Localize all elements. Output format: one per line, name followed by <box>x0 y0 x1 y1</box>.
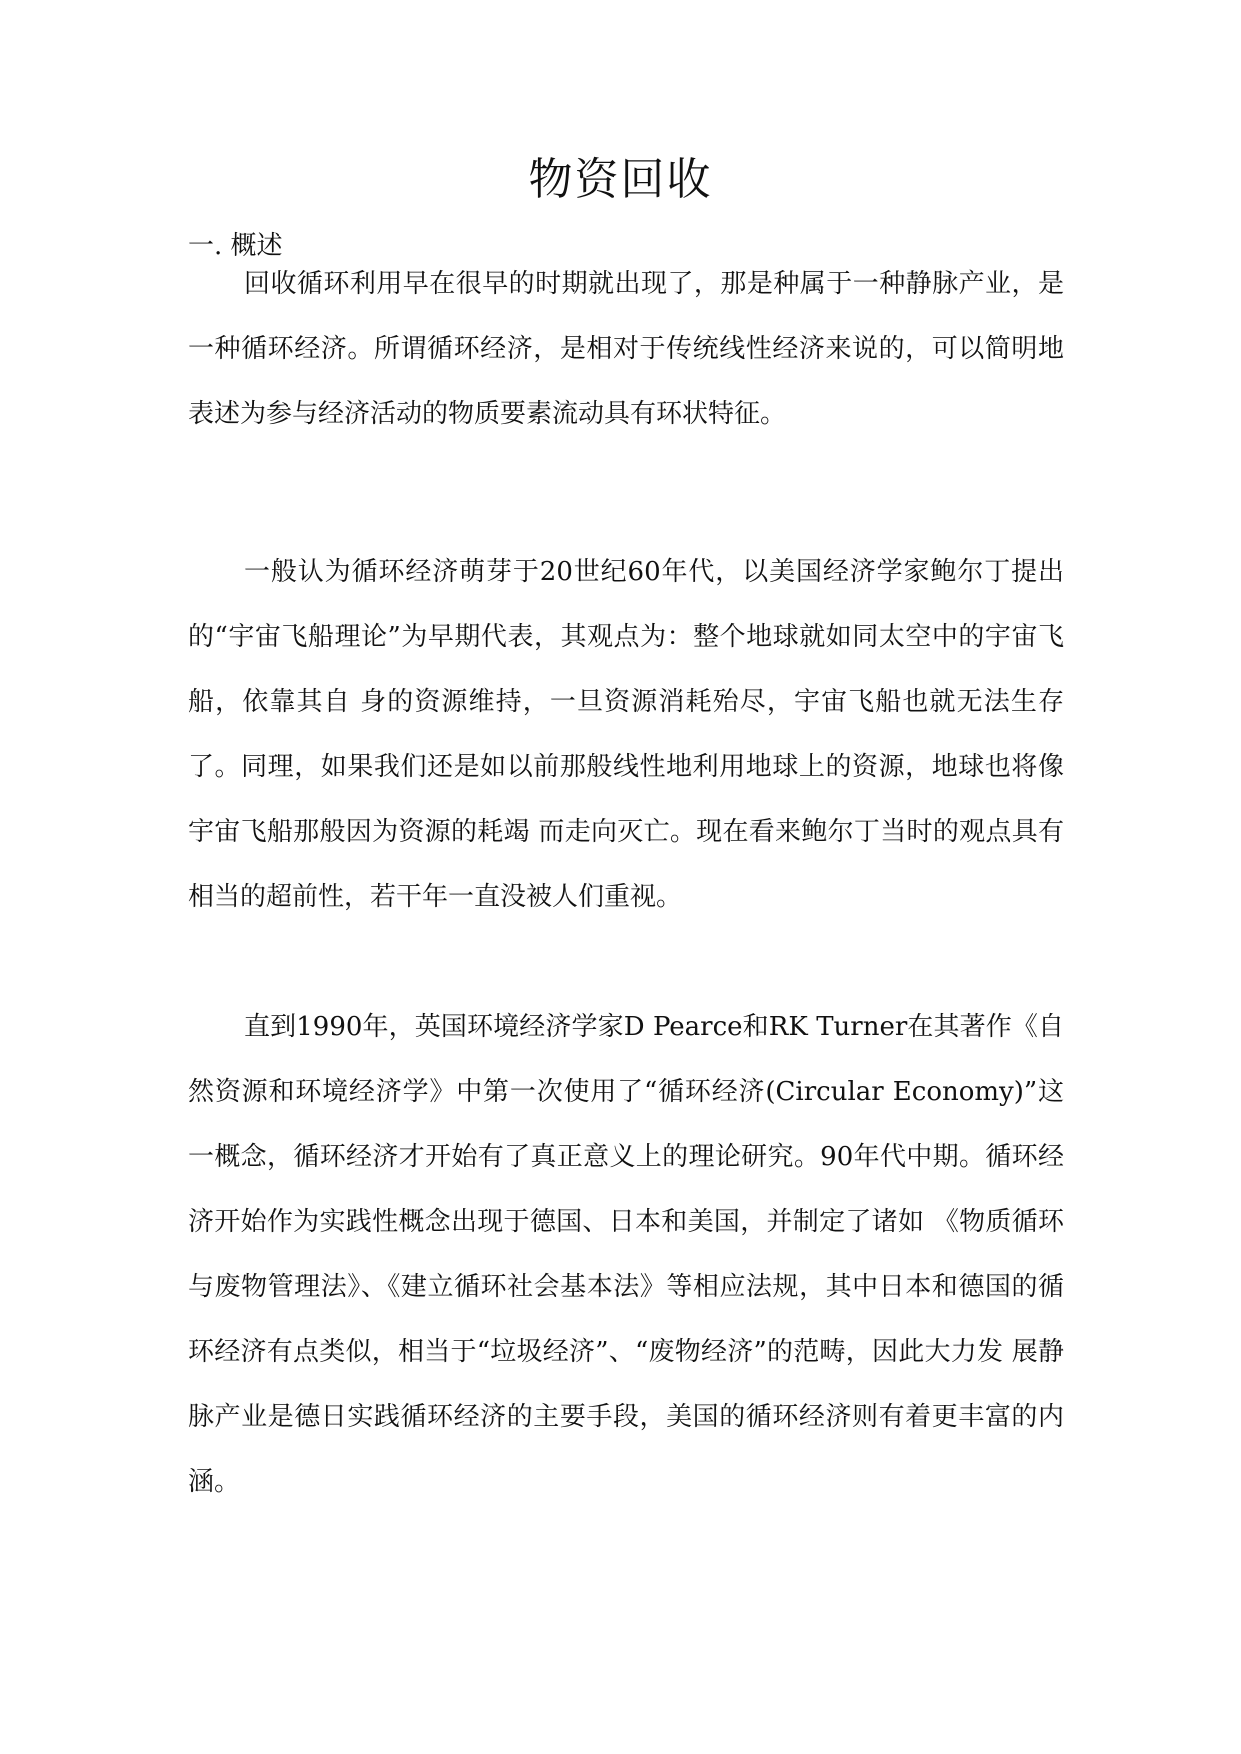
paragraph-2: 一般认为循环经济萌芽于20世纪60年代，以美国经济学家鲍尔丁提出的“宇宙飞船理论”为早期代表，其观点为：整个地球就如同太空中的宇宙飞船，依靠其自 身的资源维持，一旦资源消耗殆尽，宇宙飞船也就无法生存了。同理，如果我们还是如以前那般线性地利用地球上的资源，地球也将像宇宙飞船那般因为资源的耗竭 而走向灭亡。现在看来鲍尔丁当时的观点具有相当的超前性，若干年一直没被人们重视。 <box>188 557 1065 912</box>
document-title: 物资回收 <box>528 154 713 205</box>
section-heading: 一. 概述 <box>188 231 283 261</box>
paragraph-1: 回收循环利用早在很早的时期就出现了，那是种属于一种静脉产业，是一种循环经济。所谓循环经济，是相对于传统线性经济来说的，可以简明地表述为参与经济活动的物质要素流动具有环状特征。 <box>188 269 1064 429</box>
paragraph-3: 直到1990年，英国环境经济学家D Pearce和RK Turner在其著作《自然资源和环境经济学》中第一次使用了“循环经济(Circular Economy)”这一概念，循环经济才开始有了真正意义上的理论研究。90年代中期。循环经济开始作为实践性概念出现于德国、日本和美国，并制定了诸如 《物质循环与废物管理法》、《建立循环社会基本法》等相应法规，其中日本和德国的循环经济有点类似，相当于“垃圾经济”、“废物经济”的范畴，因此大力发 展静脉产业是德日实践循环经济的主要手段，美国的循环经济则有着更丰富的内涵。 <box>188 1012 1065 1497</box>
